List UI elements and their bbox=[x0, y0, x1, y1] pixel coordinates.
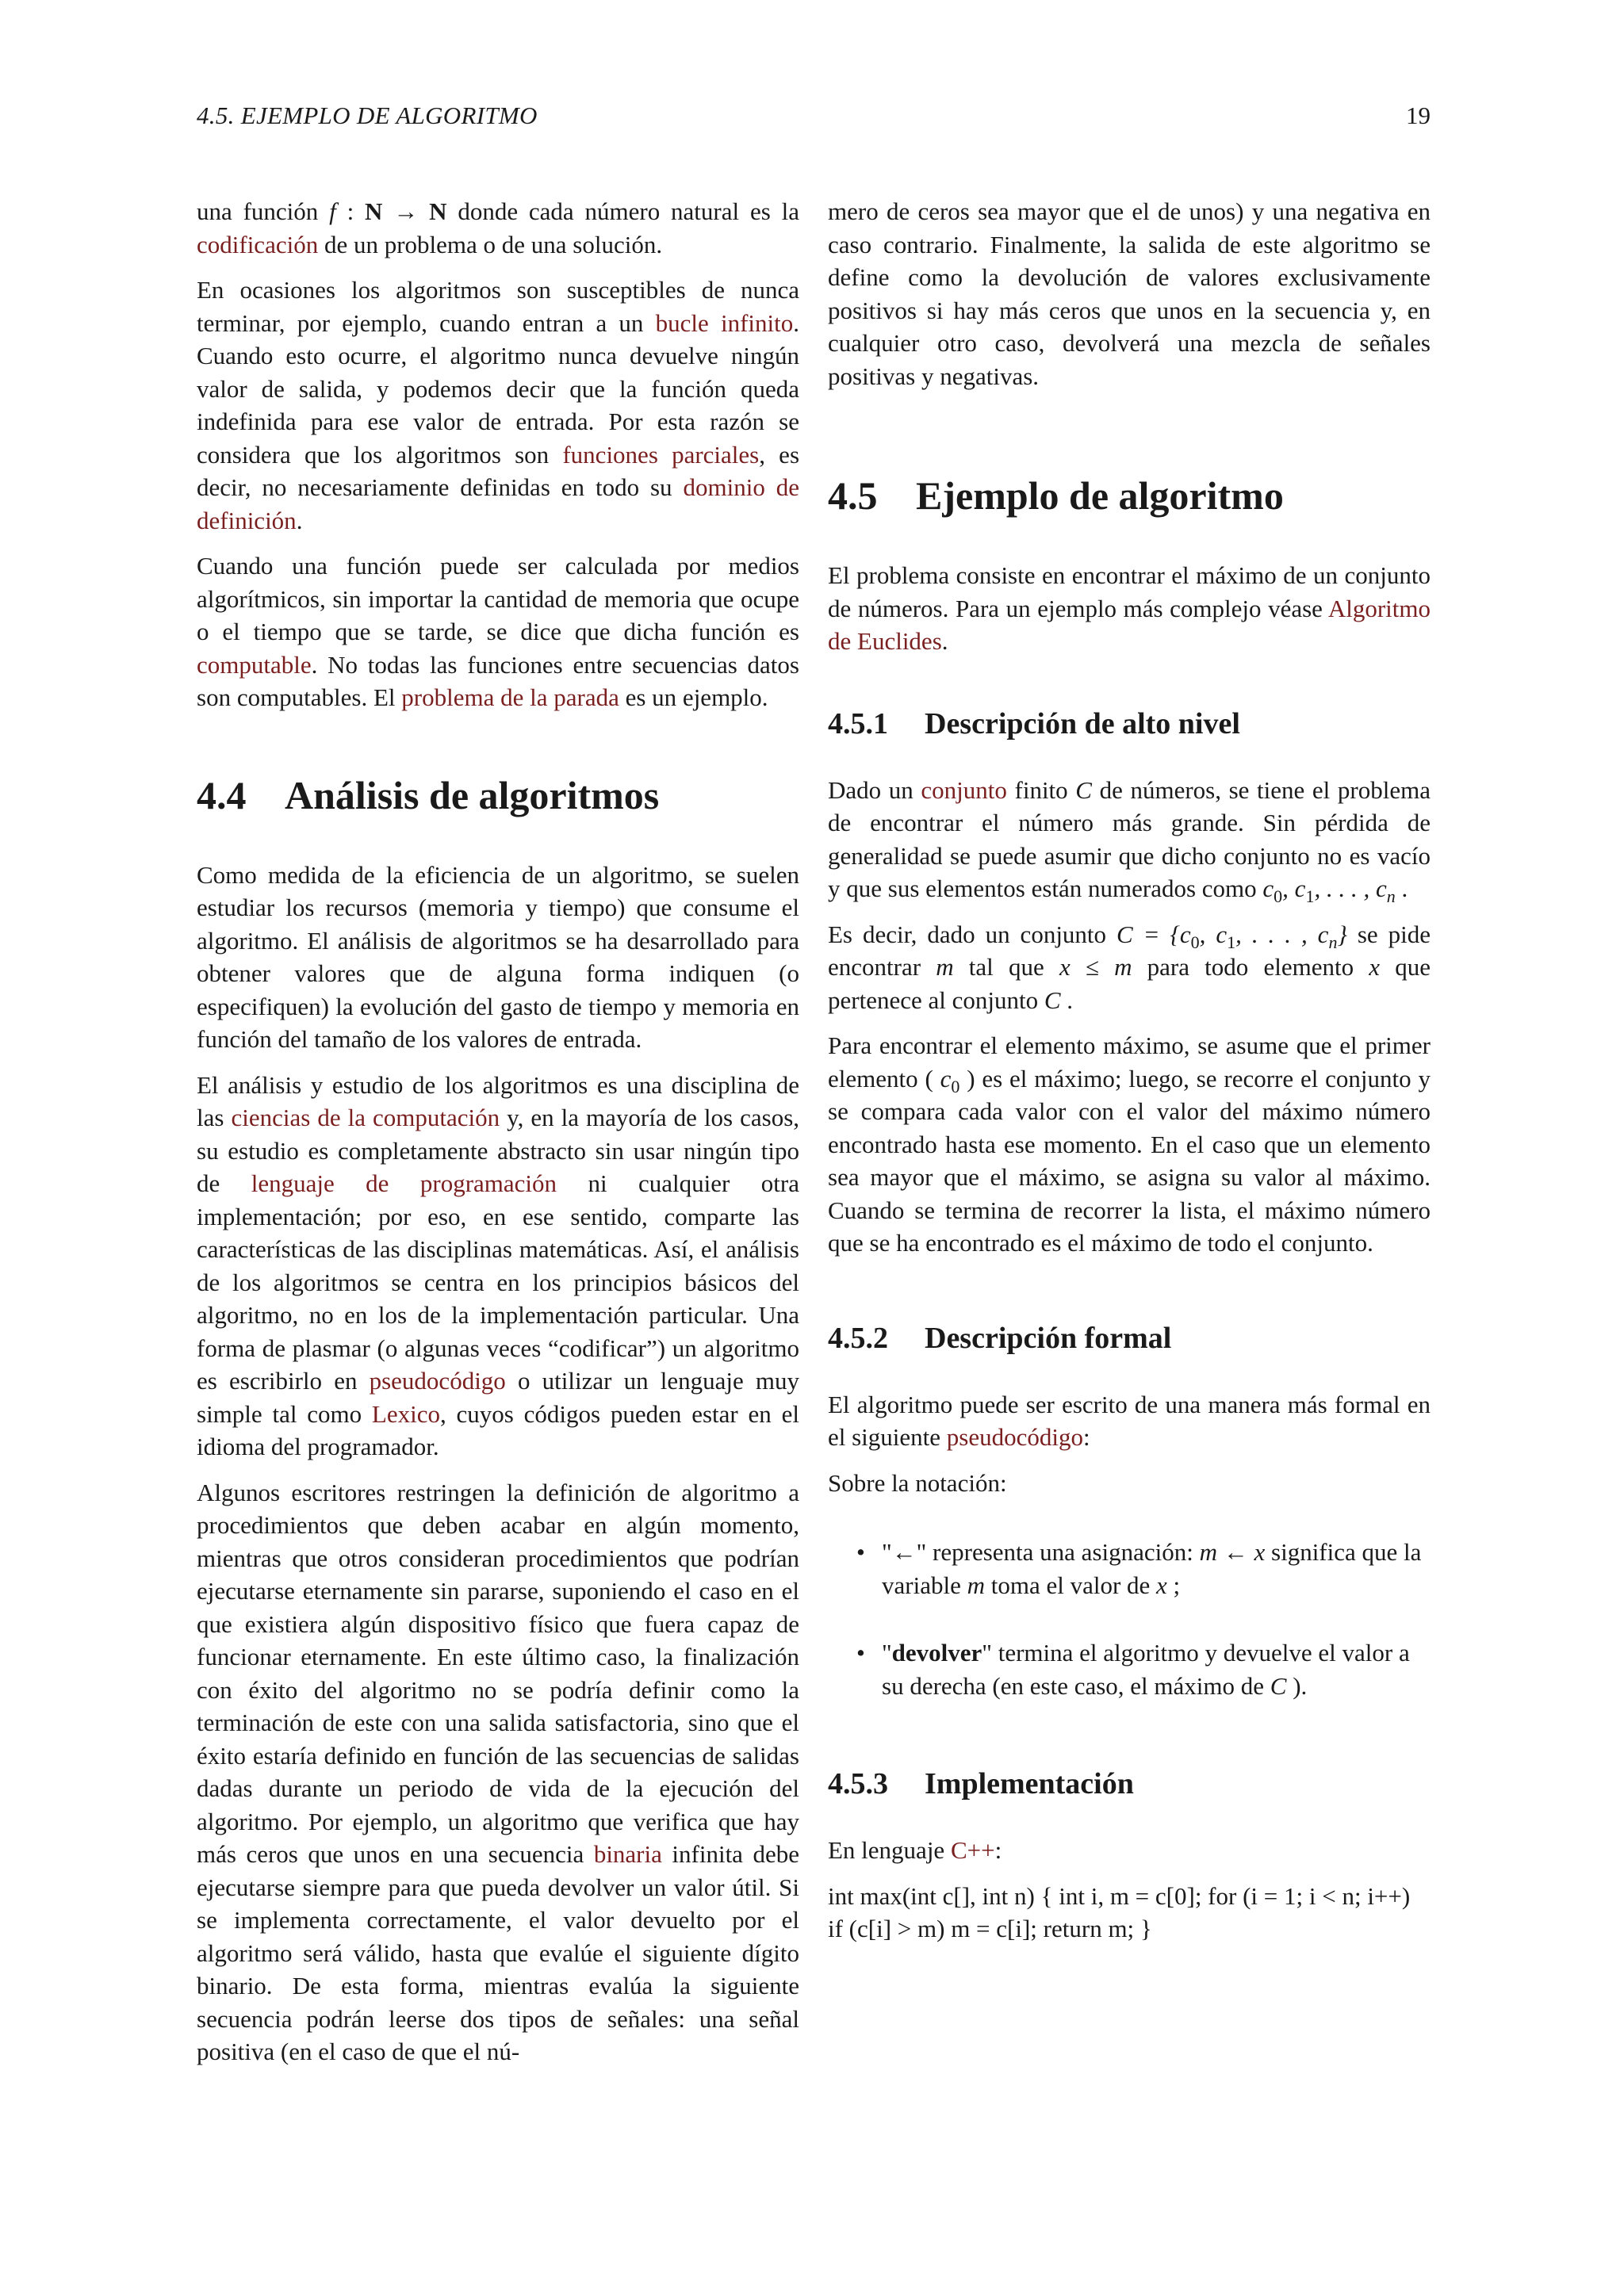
notation-list bbox=[828, 1536, 1431, 1702]
running-header bbox=[197, 101, 1431, 141]
link-ciencias-de-la-computacion[interactable]: ciencias de la computación bbox=[231, 1104, 500, 1131]
link-binaria[interactable]: binaria bbox=[593, 1840, 662, 1868]
paragraph: Es decir, dado un conjunto $C = \{c_0$, $c_1$, . . . , $c_n$} se pide encontrar m tal que x ≤ m para todo elemento x que pertenece al conjunto C . bbox=[828, 920, 1431, 1014]
link-dominio-de-definicion[interactable]: dominio de definición bbox=[197, 473, 799, 534]
list-item: • "devolver" termina el algoritmo y devuelve el valor a su derecha (en este caso, el máximo de C ). bbox=[828, 1636, 1431, 1702]
link-cpp[interactable]: C++ bbox=[950, 1836, 995, 1864]
subsection-heading-4-5-2: 4.5.2 Descripción formal bbox=[828, 1321, 1172, 1355]
paragraph: Sobre la notación: bbox=[828, 1468, 1007, 1497]
link-bucle-infinito[interactable]: bucle infinito bbox=[655, 308, 794, 337]
section-heading-4-4: 4.4 Análisis de algoritmos bbox=[197, 772, 660, 817]
link-pseudocodigo-2[interactable]: pseudocódigo bbox=[946, 1423, 1083, 1451]
section-heading-4-5: 4.5 Ejemplo de algoritmo bbox=[828, 473, 1284, 518]
bullet-icon: • bbox=[856, 1538, 865, 1566]
running-header-title: 4.5. EJEMPLO DE ALGORITMO bbox=[197, 101, 538, 129]
bullet-icon: • bbox=[856, 1639, 865, 1667]
left-column bbox=[197, 195, 799, 2081]
subsection-heading-4-5-3: 4.5.3 Implementación bbox=[828, 1767, 1134, 1800]
link-lexico[interactable]: Lexico bbox=[371, 1399, 440, 1428]
link-computable[interactable]: computable bbox=[197, 650, 312, 679]
link-codificacion[interactable]: codificación bbox=[197, 230, 319, 258]
paragraph: El problema consiste en encontrar el máximo de un conjunto de números. Para un ejemplo más complejo véase Algoritmo de Euclides. bbox=[828, 561, 1431, 655]
link-pseudocodigo[interactable]: pseudocódigo bbox=[369, 1367, 506, 1395]
paragraph: Algunos escritores restringen la definición de algoritmo a procedimientos que deben acabar en algún momento, mientras que otros consideran procedimientos que podrían ejecutarse eternamente sin pararse, suponiendo el caso en el que existiera algún dispositivo físico que fuera capaz de funcionar eternamente. En este último caso, la finalización con éxito del algoritmo no se podría definir como la terminación de este con una salida satisfactoria, sino que el éxito estaría definido en función de las secuencias de salidas dadas durante un periodo de vida de la ejecución del algoritmo. Por ejemplo, un algoritmo que verifica que hay más ceros que unos en una secuencia binaria infinita debe ejecutarse siempre para que pueda devolver un valor útil. Si se implementa correctamente, el valor devuelto por el algoritmo será válido, hasta que evalúe el siguiente dígito binario. De esta forma, mientras evalúa la siguiente secuencia podrán leerse dos tipos de señales: una señal positiva (en el caso de que el nú- bbox=[197, 1478, 799, 2065]
paragraph: Como medida de la eficiencia de un algoritmo, se suelen estudiar los recursos (memoria y tiempo) que consume el algoritmo. El análisis de algoritmos se ha desarrollado para obtener valores que de alguna forma indiquen (o especifiquen) la evolución del gasto de tiempo y memoria en función del tamaño de los valores de entrada. bbox=[197, 860, 799, 1053]
link-algoritmo-de-euclides[interactable]: Algoritmo de Euclides bbox=[828, 594, 1431, 655]
code-snippet: int max(int c[], int n) { int i, m = c[0]; for (i = 1; i < n; i++) if (c[i] > m) m = c[i]; return m; } bbox=[828, 1881, 1411, 1942]
subsection-heading-4-5-1: 4.5.1 Descripción de alto nivel bbox=[828, 706, 1240, 740]
paragraph: El análisis y estudio de los algoritmos es una disciplina de las ciencias de la computación y, en la mayoría de los casos, su estudio es completamente abstracto sin usar ningún tipo de lenguaje de programación ni cualquier otra implementación; por eso, en ese sentido, comparte las características de las disciplinas matemáticas. Así, el análisis de los algoritmos se centra en los principios básicos del algoritmo, no en los de la implementación particular. Una forma de plasmar (o algunas veces “codificar”) un algoritmo es escribirlo en pseudocódigo o utilizar un lenguaje muy simple tal como Lexico, cuyos códigos pueden estar en el idioma del programador. bbox=[197, 1070, 800, 1460]
link-lenguaje-de-programacion[interactable]: lenguaje de programación bbox=[251, 1169, 557, 1197]
list-item: • "←" representa una asignación: m ← x significa que la variable m toma el valor de x ; bbox=[828, 1536, 1431, 1601]
paragraph: Dado un conjunto finito C de números, se tiene el problema de encontrar el número más grande. Sin pérdida de generalidad se puede asumir que dicho conjunto no es vacío y que sus elementos están numerados como $c_0$, $c_1$, . . . , $c_n$ . bbox=[828, 775, 1431, 907]
paragraph: mero de ceros sea mayor que el de unos) y una negativa en caso contrario. Finalmente, la salida de este algoritmo se define como la devolución de valores exclusivamente positivos si hay más ceros que unos en la secuencia y, en cualquier otro caso, devolverá una mezcla de señales positivas y negativas. bbox=[828, 197, 1431, 390]
link-problema-de-la-parada[interactable]: problema de la parada bbox=[401, 683, 619, 711]
paragraph: Cuando una función puede ser calculada por medios algorítmicos, sin importar la cantidad de memoria que ocupe o el tiempo que se tarde, se dice que dicha función es computable. No todas las funciones entre secuencias datos son computables. El problema de la parada es un ejemplo. bbox=[197, 552, 799, 711]
page-number: 19 bbox=[1406, 101, 1431, 129]
paragraph: El algoritmo puede ser escrito de una manera más formal en el siguiente pseudocódigo: bbox=[828, 1390, 1431, 1451]
right-column bbox=[828, 195, 1431, 1958]
paragraph: En ocasiones los algoritmos son susceptibles de nunca terminar, por ejemplo, cuando entran a un bucle infinito. Cuando esto ocurre, el algoritmo nunca devuelve ningún valor de salida, y podemos decir que la función queda indefinida para ese valor de entrada. Por esta razón se considera que los algoritmos son funciones parciales, es decir, no necesariamente definidas en todo su dominio de definición. bbox=[197, 276, 800, 534]
paragraph: Para encontrar el elemento máximo, se asume que el primer elemento ( $c_0$ ) es el máximo; luego, se recorre el conjunto y se compara cada valor con el valor del máximo número encontrado hasta ese momento. En el caso que un elemento sea mayor que el máximo, se asigna su valor al máximo. Cuando se termina de recorrer la lista, el máximo número que se ha encontrado es el máximo de todo el conjunto. bbox=[828, 1031, 1431, 1257]
link-conjunto[interactable]: conjunto bbox=[921, 775, 1007, 804]
link-funciones-parciales[interactable]: funciones parciales bbox=[562, 440, 760, 469]
paragraph: una función f : N → N donde cada número natural es la codificación de un problema o de una solución. bbox=[197, 197, 799, 258]
paragraph: En lenguaje C++: bbox=[828, 1836, 1002, 1864]
